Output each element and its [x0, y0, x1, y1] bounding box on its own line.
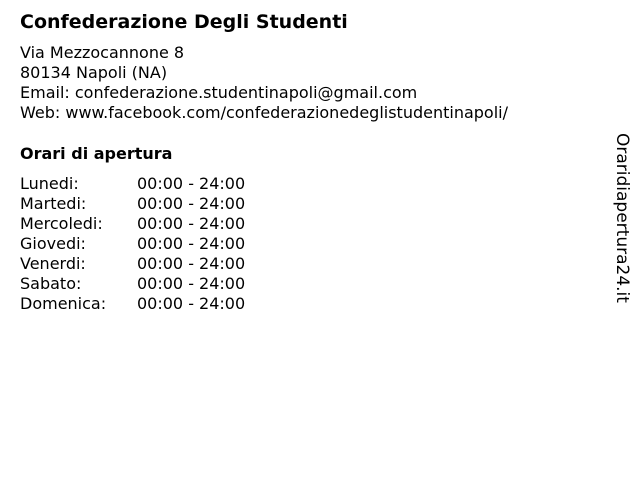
day-label: Venerdi: [20, 254, 86, 273]
day-label: Domenica: [20, 294, 107, 313]
web-line: Web: www.facebook.com/confederazionedeglistudentinapoli/ [20, 103, 508, 122]
day-label: Giovedi: [20, 234, 86, 253]
day-label: Martedi: [20, 194, 87, 213]
time-range: 00:00 - 24:00 [137, 294, 246, 313]
time-range: 00:00 - 24:00 [137, 254, 246, 273]
opening-hours-table [20, 174, 320, 314]
time-range: 00:00 - 24:00 [137, 174, 246, 193]
hours-row-saturday [20, 274, 320, 294]
opening-hours-heading: Orari di apertura [20, 144, 173, 163]
site-watermark: Oraridiapertura24.it [612, 133, 632, 303]
hours-row-friday [20, 254, 320, 274]
hours-row-sunday [20, 294, 320, 314]
time-range: 00:00 - 24:00 [137, 214, 246, 233]
hours-row-tuesday [20, 194, 320, 214]
business-name: Confederazione Degli Studenti [20, 11, 348, 33]
address-street: Via Mezzocannone 8 [20, 43, 185, 62]
day-label: Sabato: [20, 274, 82, 293]
email-line: Email: confederazione.studentinapoli@gmail.com [20, 83, 418, 102]
hours-row-monday [20, 174, 320, 194]
day-label: Mercoledi: [20, 214, 103, 233]
time-range: 00:00 - 24:00 [137, 274, 246, 293]
day-label: Lunedi: [20, 174, 79, 193]
address-city: 80134 Napoli (NA) [20, 63, 168, 82]
hours-row-wednesday [20, 214, 320, 234]
contact-info [20, 43, 508, 123]
hours-row-thursday [20, 234, 320, 254]
time-range: 00:00 - 24:00 [137, 234, 246, 253]
time-range: 00:00 - 24:00 [137, 194, 246, 213]
